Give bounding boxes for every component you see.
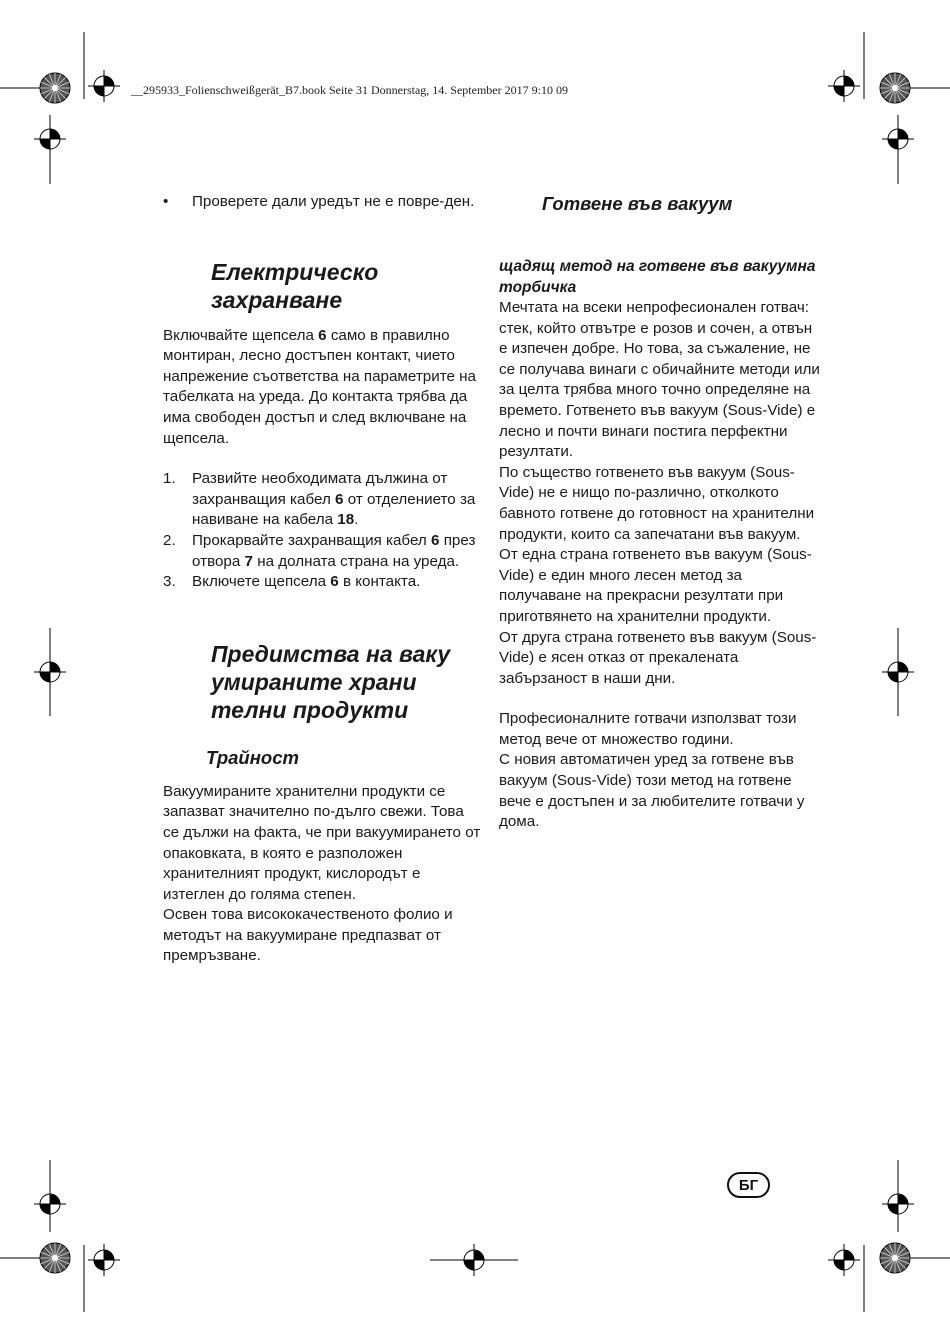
sous-vide-paragraph-2: По същество готвенето във вакуум (Sous-Vide) не е нищо по-различно, отколкото бавното готвене до готовност на хранителни продукти, които са запечатани във вакуум. (499, 463, 815, 543)
power-step: 2. Прокарвайте захранващия кабел 6 през отвора 7 на долната страна на уреда. (163, 531, 476, 570)
power-steps-list (163, 469, 481, 593)
print-file-info: __295933_Folienschweißgerät_B7.book Seite 31 Donnerstag, 14. September 2017 9:10 09 (131, 83, 568, 97)
sous-vide-paragraph-6: С новия автоматичен уред за готвене във вакуум (Sous-Vide) този метод на готвене вече е достъпен и за любителите готвачи у дома. (499, 751, 805, 831)
sous-vide-paragraph-1: Мечтата на всеки непрофесионален готвач: стек, който отвътре е розов и сочен, а отвън е изпечен добре. Но това, за съжаление, не се получава винаги с обичайните методи или за целта трябва много точно определяне на времето. Готвенето във вакуум (Sous-Vide) е лесно и почти винаги постига перфектни резултати. (499, 299, 820, 461)
bullet-mark: • (163, 193, 169, 210)
shelf-life-paragraph-2: Освен това висококачественото фолио и методът на вакуумиране предпазват от премръзване. (163, 906, 453, 965)
section-title-power: Електрическо захранване (211, 258, 379, 313)
sous-vide-paragraph-4: От друга страна готвенето във вакуум (Sous-Vide) е ясен отказ от прекалената забързаност в наши дни. (499, 628, 817, 687)
power-paragraph: Включвайте щепсела 6 само в правилно монтиран, лесно достъпен контакт, чието напрежение съответства на параметрите на табелката на уреда. До контакта трябва да има свободен достъп и след включване на щепсела. (163, 326, 476, 447)
subsection-title-gentle-method: щадящ метод на готвене във вакуумна торбичка (499, 258, 816, 296)
shelf-life-paragraph-1: Вакуумираните хранителни продукти се запазват значително по-дълго свежи. Това се дължи на факта, че при вакуумирането от опаковката, в която е разположен хранителният продукт, кислородът е изтеглен до голяма степен. (163, 782, 481, 903)
bullet-text: Проверете дали уредът не е повре-ден. (192, 193, 475, 210)
section-title-benefits: Предимства на ваку умираните храни телни продукти (211, 640, 451, 723)
sous-vide-paragraph-3: От една страна готвенето във вакуум (Sous-Vide) е един много лесен метод за получаване на прекрасни резултати при приготвянето на хранителни продукти. (499, 546, 812, 625)
power-step: 1. Развийте необходимата дължина от захранващия кабел 6 от отделението за навиване на кабела 18. (163, 470, 476, 529)
section-title-sous-vide: Готвене във вакуум (542, 193, 733, 214)
right-column (499, 192, 821, 833)
language-badge: БГ (727, 1172, 770, 1198)
sous-vide-paragraph-5: Професионалните готвачи използват този метод вече от множество години. (499, 710, 797, 748)
left-column (163, 192, 481, 967)
check-damage-bullet (163, 192, 481, 213)
power-step: 3. Включете щепсела 6 в контакта. (163, 573, 421, 591)
subsection-title-shelf-life: Трайност (206, 746, 299, 768)
